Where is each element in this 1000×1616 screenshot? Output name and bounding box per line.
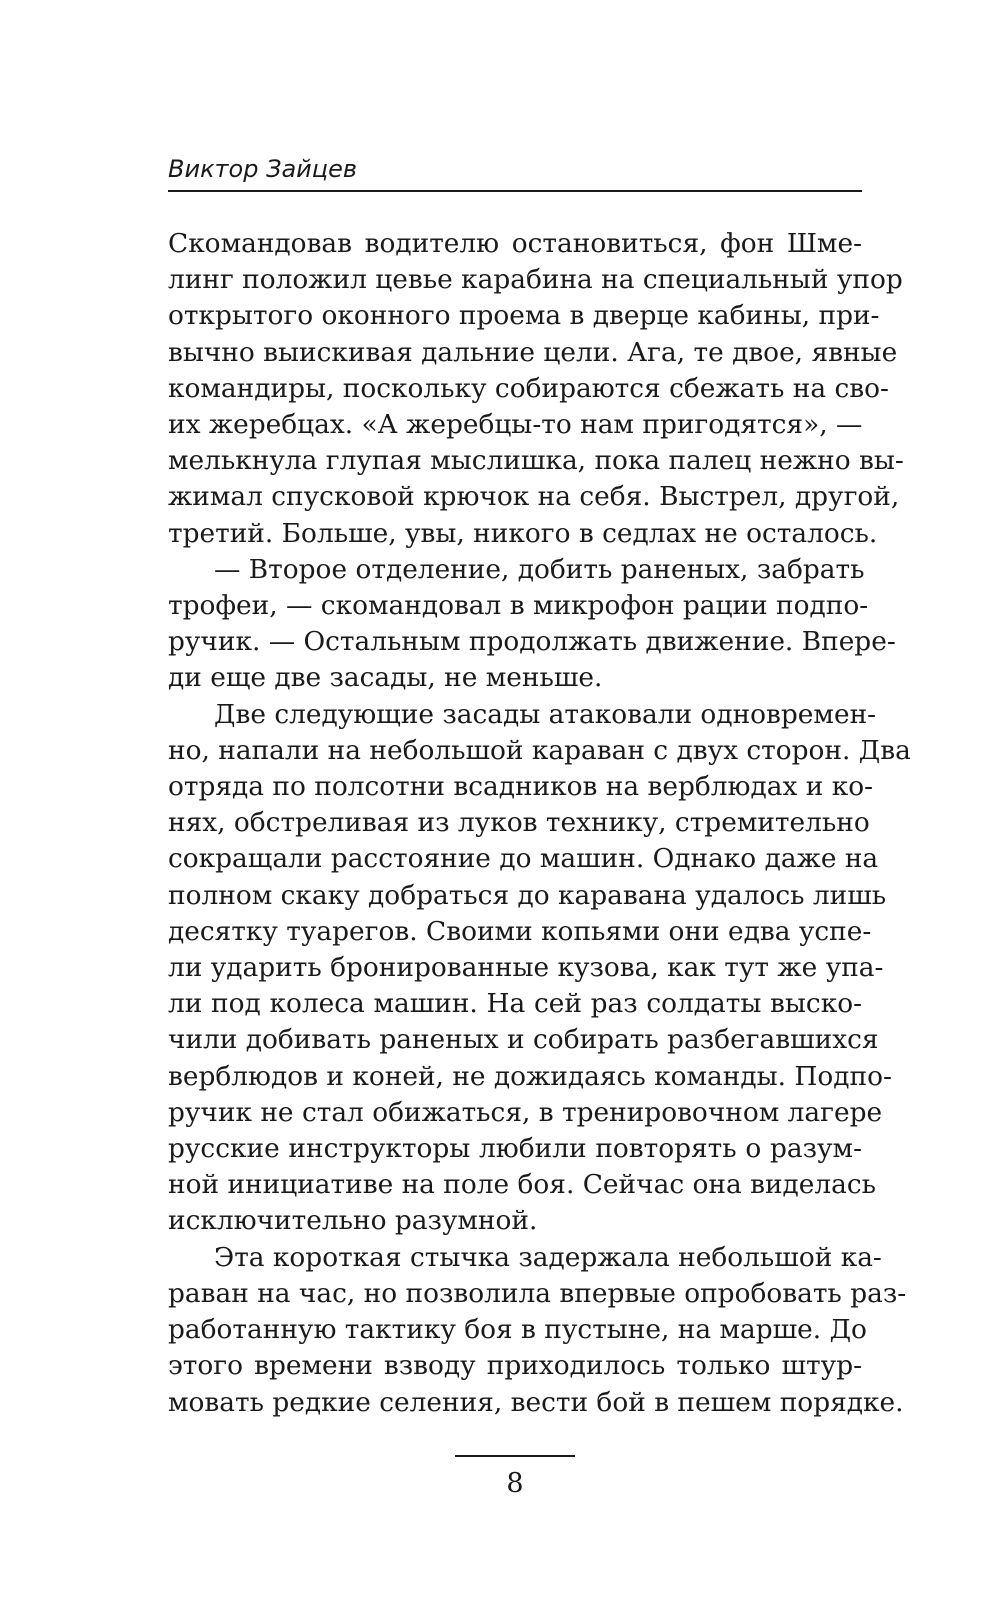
text-line: жимал спусковой крючок на себя. Выстрел, другой, bbox=[168, 481, 900, 513]
text-line: полном скаку добраться до каравана удалось лишь bbox=[168, 879, 887, 911]
text-line: нях, обстреливая из луков технику, стремительно bbox=[168, 807, 870, 839]
text-line: мовать редкие селения, вести бой в пешем порядке. bbox=[168, 1386, 904, 1418]
paragraph bbox=[168, 226, 904, 552]
page-body bbox=[168, 226, 911, 1421]
text-line: ручик не стал обижаться, в тренировочном лагере bbox=[168, 1096, 883, 1128]
text-line: чили добивать раненых и собирать разбегавшихся bbox=[168, 1024, 879, 1056]
text-line: верблюдов и коней, не дожидаясь команды. Подпо- bbox=[168, 1060, 892, 1092]
text-line: Две следующие засады атаковали одновремен- bbox=[214, 698, 877, 730]
text-line: командиры, поскольку собираются сбежать на сво- bbox=[168, 372, 889, 404]
paragraph bbox=[168, 552, 896, 697]
text-line: раван на час, но позволила впервые опробовать раз- bbox=[168, 1277, 907, 1309]
text-line: ли ударить бронированные кузова, как тут же упа- bbox=[168, 952, 884, 984]
text-line: вычно выискивая дальние цели. Ага, те двое, явные bbox=[168, 336, 898, 368]
text-line: но, напали на небольшой караван с двух сторон. Два bbox=[168, 734, 911, 766]
text-line: ли под колеса машин. На сей раз солдаты выско- bbox=[168, 988, 862, 1020]
text-line: работанную тактику боя в пустыне, на марше. До bbox=[168, 1314, 867, 1346]
text-line: сокращали расстояние до машин. Однако даже на bbox=[168, 843, 879, 875]
text-line: ручик. — Остальным продолжать движение. Впере- bbox=[168, 626, 896, 658]
page-number-rule bbox=[455, 1455, 575, 1457]
paragraph bbox=[168, 1240, 907, 1421]
page-number: 8 bbox=[506, 1468, 524, 1499]
text-line: линг положил цевье карабина на специальный упор bbox=[168, 264, 903, 296]
text-line: третий. Больше, увы, никого в седлах не осталось. bbox=[168, 517, 878, 549]
text-line: открытого оконного проема в дверце кабины, при- bbox=[168, 300, 880, 332]
text-line: этого времени взводу приходилось только штур- bbox=[168, 1350, 862, 1382]
text-line: исключительно разумной. bbox=[168, 1205, 538, 1237]
text-line: Эта короткая стычка задержала небольшой ка- bbox=[214, 1241, 882, 1273]
paragraph bbox=[168, 697, 911, 1240]
text-line: ди еще две засады, не меньше. bbox=[168, 662, 603, 694]
text-line: их жеребцах. «А жеребцы-то нам пригодятся», — bbox=[168, 409, 863, 441]
text-line: — Второе отделение, добить раненых, забрать bbox=[214, 553, 865, 585]
text-line: десятку туарегов. Своими копьями они едва успе- bbox=[168, 915, 872, 947]
text-line: ной инициативе на поле боя. Сейчас она виделась bbox=[168, 1169, 877, 1201]
running-head-author: Виктор Зайцев bbox=[168, 150, 862, 192]
text-line: Скомандовав водителю остановиться, фон Шме- bbox=[168, 228, 862, 259]
text-line: трофеи, — скомандовал в микрофон рации подпо- bbox=[168, 590, 869, 622]
text-line: русские инструкторы любили повторять о разум- bbox=[168, 1133, 862, 1165]
text-line: мелькнула глупая мыслишка, пока палец нежно вы- bbox=[168, 445, 904, 477]
text-line: отряда по полсотни всадников на верблюдах и ко- bbox=[168, 771, 874, 803]
